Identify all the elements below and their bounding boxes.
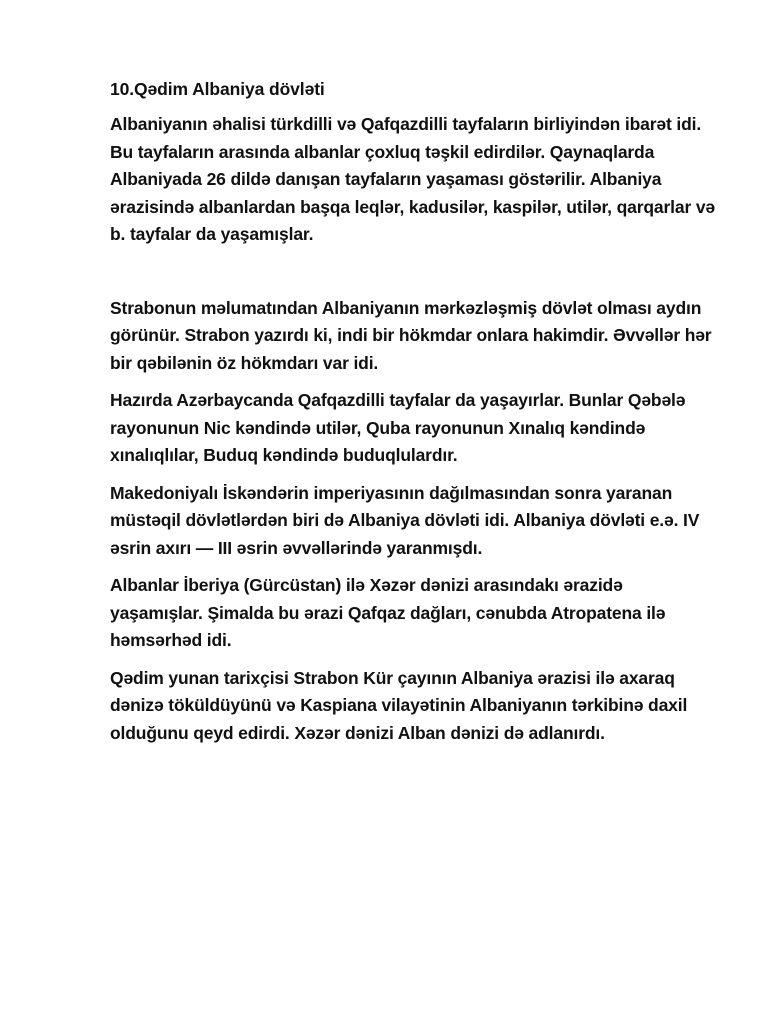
paragraph-state-formation: Makedoniyalı İskəndərin imperiyasının dağılmasından sonra yaranan müstəqil dövlətlərdən biri də Albaniya dövləti idi. Albaniya dövləti e.ə. IV əsrin axırı — III əsrin əvvəllərində yaranmışdı. [110,482,700,558]
document-title: 10.Qədim Albaniya dövləti [110,79,325,99]
paragraph-caucasian-tribes: Hazırda Azərbaycanda Qafqazdilli tayfalar da yaşayırlar. Bunlar Qəbələ rayonunun Nic kəndində utilər, Quba rayonunun Xınalıq kəndində xınalıqlılar, Buduq kəndində buduqlulardır. [110,390,686,465]
paragraph-population: Albaniyanın əhalisi türkdilli və Qafqazdilli tayfaların birliyindən ibarət idi. Bu tayfaların arasında albanlar çoxluq təşkil edirdilər. Qaynaqlarda Albaniyada 26 dildə danışan tayfaların yaşaması göstərilir. Albaniya ərazisində albanlardan başqa leqlər, kadusilər, kaspilər, utilər, qarqarlar və b. tayfalar da yaşamışlar. [110,114,715,244]
paragraph-kura-river: Qədim yunan tarixçisi Strabon Kür çayının Albaniya ərazisi ilə axaraq dənizə töküldüyünü və Kaspiana vilayətinin Albaniyanın tərkibinə daxil olduğunu qeyd edirdi. Xəzər dənizi Alban dənizi də adlanırdı. [110,667,688,743]
document-page [110,76,720,757]
paragraph-strabo-state: Strabonun məlumatından Albaniyanın mərkəzləşmiş dövlət olması aydın görünür. Strabon yazırdı ki, indi bir hökmdar onlara hakimdir. Əvvəllər hər bir qəbilənin öz hökmdarı var idi. [110,297,712,373]
paragraph-territory: Albanlar İberiya (Gürcüstan) ilə Xəzər dənizi arasındakı ərazidə yaşamışlar. Şimalda bu ərazi Qafqaz dağları, cənubda Atropatena ilə həmsərhəd idi. [110,575,666,650]
